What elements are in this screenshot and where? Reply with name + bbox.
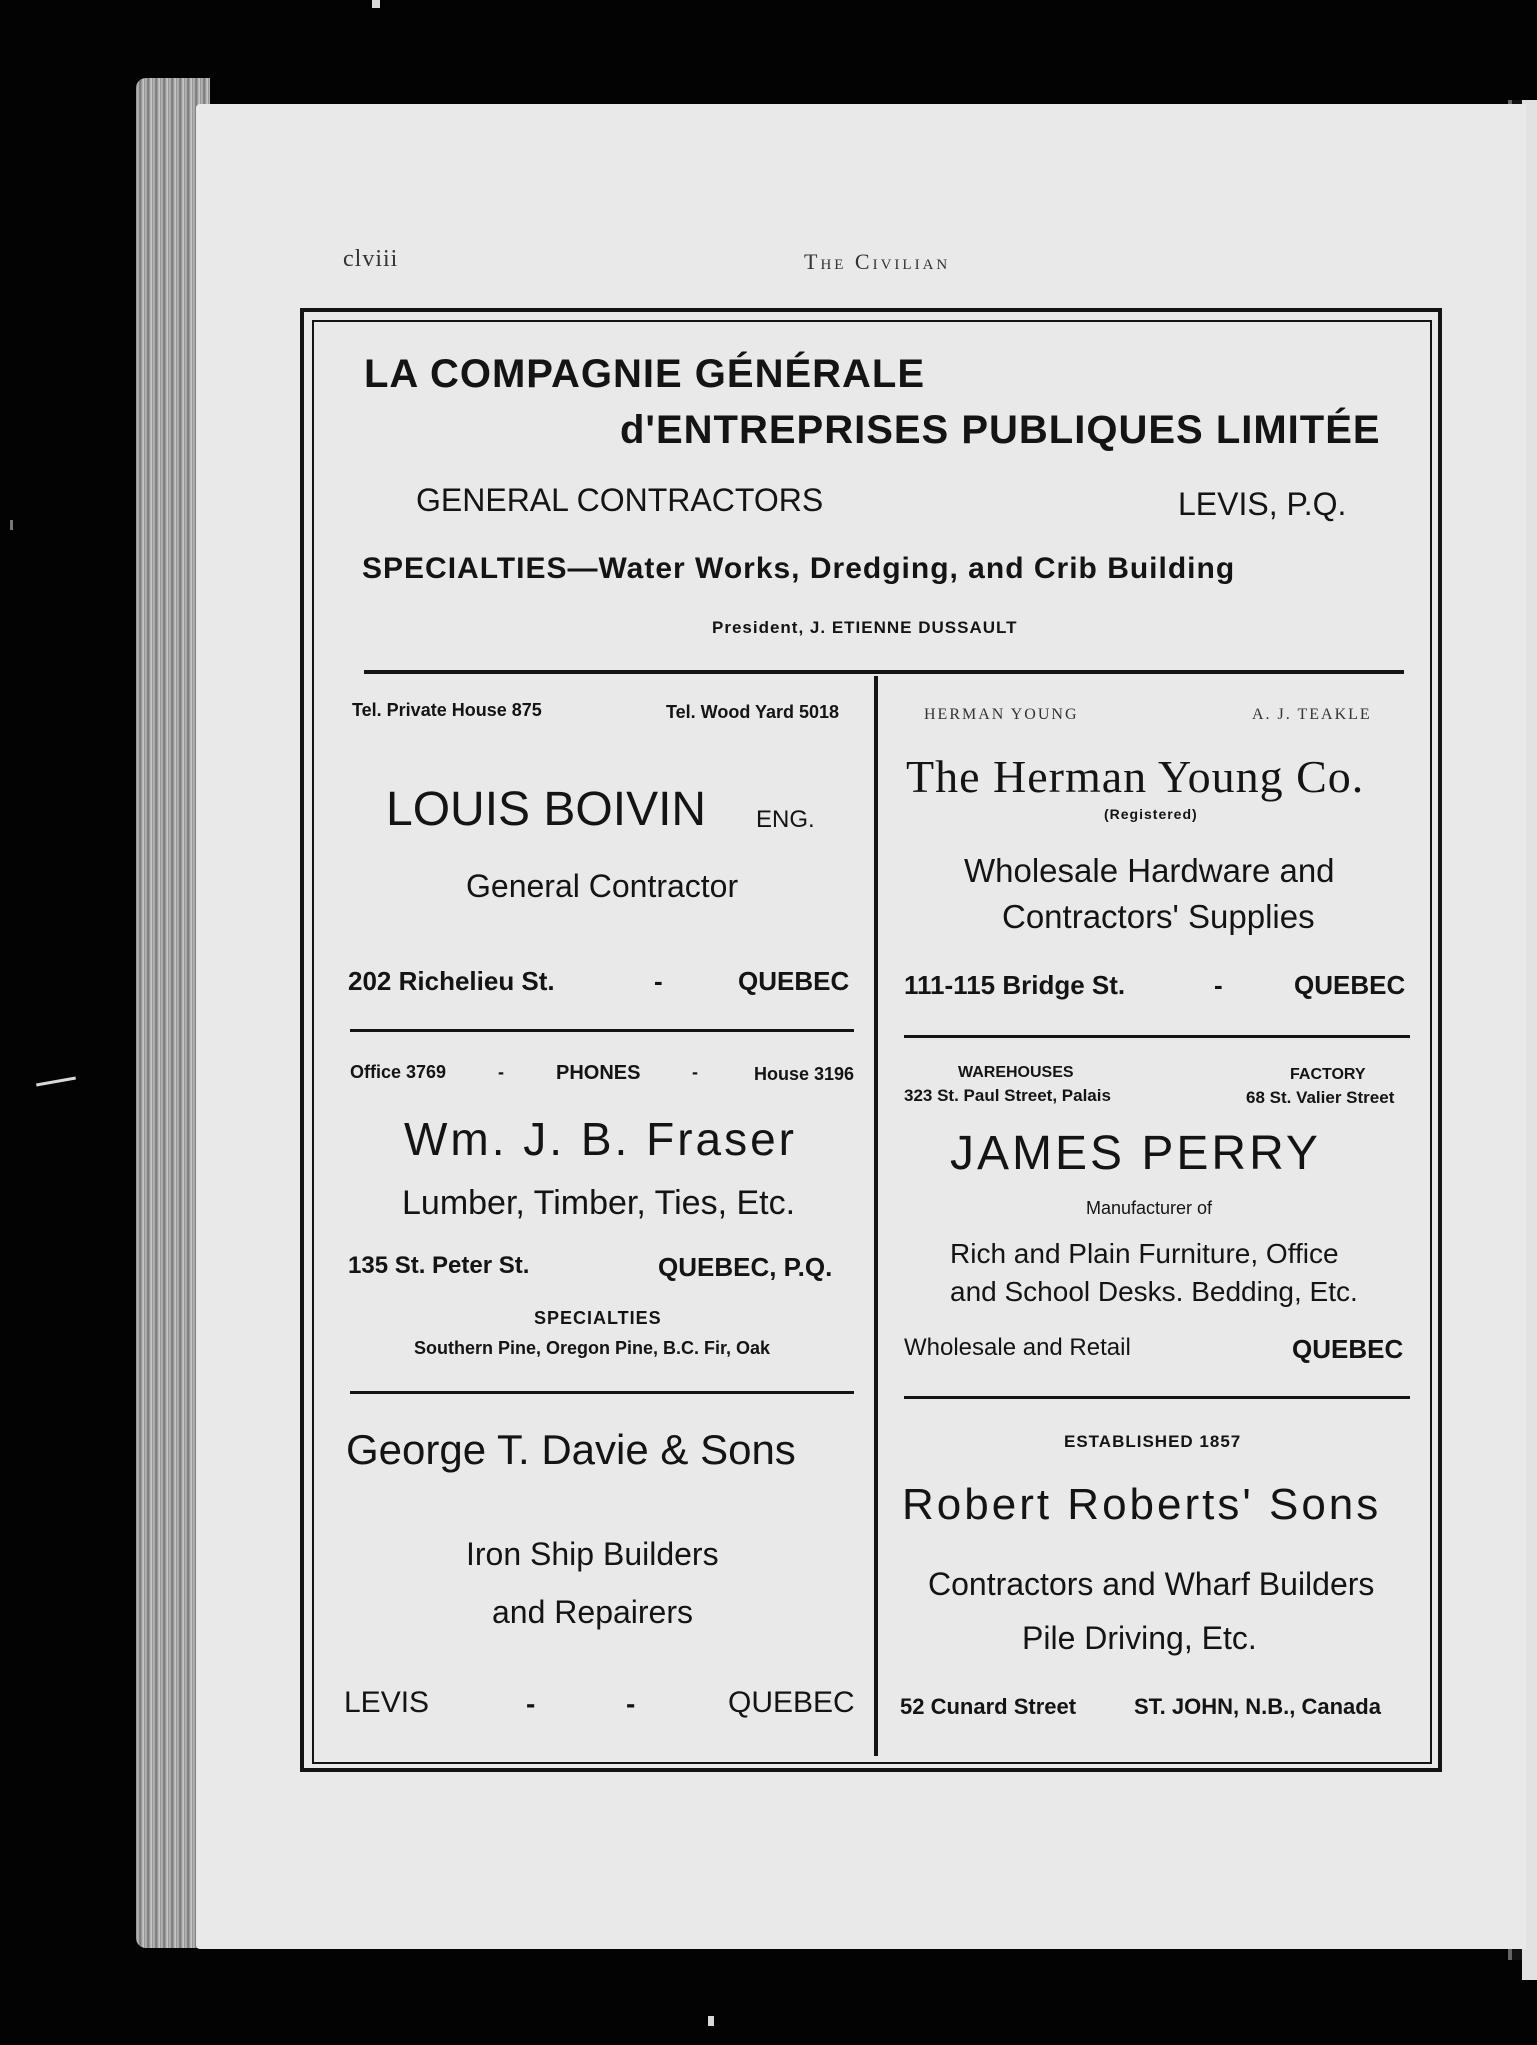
perry-warehouses-label: WAREHOUSES: [958, 1064, 1074, 1081]
roberts-address: 52 Cunard Street: [900, 1694, 1077, 1719]
boivin-tel-house: Tel. Private House 875: [352, 700, 542, 720]
fraser-name: Wm. J. B. Fraser: [404, 1113, 797, 1165]
davie-name: George T. Davie & Sons: [346, 1426, 796, 1473]
fraser-address: 135 St. Peter St.: [348, 1252, 530, 1279]
company-name-line1: LA COMPAGNIE GÉNÉRALE: [364, 352, 926, 396]
davie-dash-2: -: [626, 1688, 636, 1719]
company-location: LEVIS, P.Q.: [1178, 486, 1347, 522]
roberts-line2: Pile Driving, Etc.: [1022, 1620, 1257, 1656]
herman-name: The Herman Young Co.: [906, 751, 1365, 802]
company-specialties: SPECIALTIES—Water Works, Dredging, and Crib Building: [362, 552, 1236, 585]
fraser-trade: Lumber, Timber, Ties, Etc.: [402, 1184, 796, 1222]
fraser-dash-1: -: [498, 1062, 504, 1082]
perry-name: JAMES PERRY: [950, 1127, 1321, 1180]
fraser-phones-label: PHONES: [556, 1062, 641, 1084]
roberts-city: ST. JOHN, N.B., Canada: [1134, 1694, 1381, 1719]
herman-address: 111-115 Bridge St.: [904, 970, 1126, 1000]
boivin-name: LOUIS BOIVIN: [386, 783, 707, 836]
roberts-name: Robert Roberts' Sons: [902, 1480, 1382, 1529]
company-president: President, J. ETIENNE DUSSAULT: [712, 618, 1018, 637]
running-title: The Civilian: [804, 249, 951, 274]
perry-line2: and School Desks. Bedding, Etc.: [950, 1276, 1358, 1307]
fraser-city: QUEBEC, P.Q.: [658, 1252, 833, 1282]
fraser-dash-2: -: [692, 1062, 698, 1082]
boivin-tel-yard: Tel. Wood Yard 5018: [666, 702, 840, 722]
company-trade: GENERAL CONTRACTORS: [416, 482, 824, 518]
top-ad-divider: [364, 670, 1404, 674]
right-divider-2: [904, 1396, 1410, 1399]
davie-city: QUEBEC: [728, 1686, 855, 1719]
fraser-office-phone: Office 3769: [350, 1062, 447, 1082]
film-mark-bottom: [708, 2016, 714, 2026]
fraser-house-phone: House 3196: [754, 1064, 855, 1084]
davie-line1: Iron Ship Builders: [466, 1536, 719, 1572]
left-divider-2: [350, 1391, 854, 1394]
herman-dash: -: [1214, 970, 1223, 1000]
fraser-specialties: Southern Pine, Oregon Pine, B.C. Fir, Oak: [414, 1338, 771, 1358]
film-scratch: [36, 1077, 76, 1087]
herman-partner-1: HERMAN YOUNG: [924, 706, 1079, 723]
herman-line1: Wholesale Hardware and: [964, 852, 1335, 889]
boivin-trade: General Contractor: [466, 868, 739, 904]
perry-line1: Rich and Plain Furniture, Office: [950, 1238, 1339, 1269]
column-divider: [874, 676, 878, 1756]
page-number: clviii: [343, 246, 399, 272]
herman-registered: (Registered): [1104, 806, 1198, 822]
perry-warehouses-address: 323 St. Paul Street, Palais: [904, 1086, 1111, 1105]
boivin-suffix: ENG.: [756, 806, 815, 833]
fraser-specialties-label: SPECIALTIES: [534, 1308, 662, 1328]
davie-line2: and Repairers: [492, 1594, 693, 1630]
boivin-address: 202 Richelieu St.: [348, 966, 555, 996]
perry-subtitle: Manufacturer of: [1086, 1198, 1213, 1218]
left-divider-1: [350, 1029, 854, 1032]
roberts-established: ESTABLISHED 1857: [1064, 1432, 1242, 1451]
herman-city: QUEBEC: [1294, 970, 1406, 1000]
perry-city: QUEBEC: [1292, 1334, 1404, 1364]
film-mark-top: [372, 0, 380, 8]
film-speck: [10, 520, 13, 530]
roberts-line1: Contractors and Wharf Builders: [928, 1566, 1375, 1602]
perry-sales: Wholesale and Retail: [904, 1334, 1131, 1361]
company-name-line2: d'ENTREPRISES PUBLIQUES LIMITÉE: [620, 408, 1381, 452]
boivin-dash: -: [654, 966, 663, 996]
herman-partner-2: A. J. TEAKLE: [1252, 706, 1372, 723]
boivin-city: QUEBEC: [738, 966, 850, 996]
perry-factory-label: FACTORY: [1290, 1066, 1366, 1083]
perry-factory-address: 68 St. Valier Street: [1246, 1088, 1395, 1107]
herman-line2: Contractors' Supplies: [1002, 898, 1315, 935]
right-divider-1: [904, 1035, 1410, 1038]
davie-dash-1: -: [526, 1688, 536, 1719]
davie-town: LEVIS: [344, 1686, 430, 1719]
